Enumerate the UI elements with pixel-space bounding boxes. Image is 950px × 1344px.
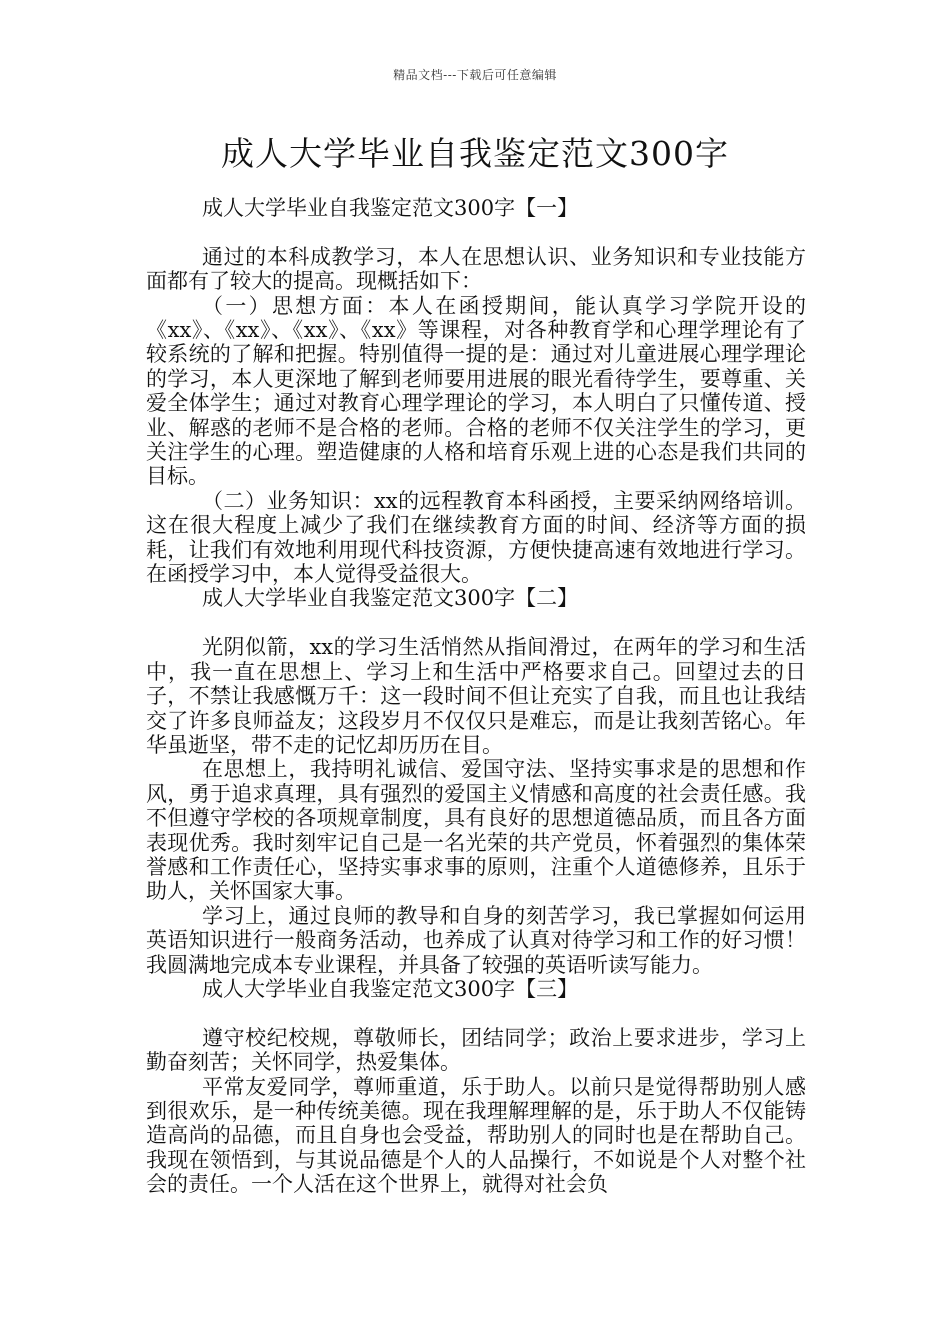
paragraph: 遵守校纪校规，尊敬师长，团结同学；政治上要求进步，学习上勤奋刻苦；关怀同学，热爱集体。 [146, 1025, 806, 1075]
paragraph: （一）思想方面：本人在函授期间，能认真学习学院开设的《xx》、《xx》、《xx》、《xx》等课程，对各种教育学和心理学理论有了较系统的了解和把握。特别值得一提的是：通过对儿童进展心理学理论的学习，本人更深地了解到老师要用进展的眼光看待学生，要尊重、关爱全体学生；通过对教育心理学理论的学习，本人明白了只懂传道、授业、解惑的老师不是合格的老师。合格的老师不仅关注学生的学习，更关注学生的心理。塑造健康的人格和培育乐观上进的心态是我们共同的目标。 [146, 293, 806, 489]
document-title: 成人大学毕业自我鉴定范文300字 [221, 134, 729, 173]
section-heading-3: 成人大学毕业自我鉴定范文300字【三】 [202, 976, 579, 1001]
header-note: 精品文档---下载后可任意编辑 [393, 68, 557, 82]
spacer [146, 611, 806, 635]
paragraph: 在思想上，我持明礼诚信、爱国守法、坚持实事求是的思想和作风，勇于追求真理，具有强烈的爱国主义情感和高度的社会责任感。我不但遵守学校的各项规章制度，具有良好的思想道德品质，而且各方面表现优秀。我时刻牢记自己是一名光荣的共产党员，怀着强烈的集体荣誉感和工作责任心，坚持实事求事的原则，注重个人道德修养，且乐于助人，关怀国家大事。 [146, 757, 806, 904]
spacer [146, 1001, 806, 1025]
paragraph: 通过的本科成教学习，本人在思想认识、业务知识和专业技能方面都有了较大的提高。现概括如下： [146, 244, 806, 294]
paragraph: 平常友爱同学，尊师重道，乐于助人。以前只是觉得帮助别人感到很欢乐，是一种传统美德。现在我理解理解的是，乐于助人不仅能铸造高尚的品德，而且自身也会受益，帮助别人的同时也是在帮助自己。我现在领悟到，与其说品德是个人的人品操行，不如说是个人对整个社会的责任。一个人活在这个世界上，就得对社会负 [146, 1074, 806, 1197]
section-heading-2: 成人大学毕业自我鉴定范文300字【二】 [202, 586, 579, 611]
section-heading-1: 成人大学毕业自我鉴定范文300字【一】 [202, 196, 579, 220]
document-body [146, 196, 806, 1197]
spacer [146, 220, 806, 244]
paragraph: 学习上，通过良师的教导和自身的刻苦学习，我已掌握如何运用英语知识进行一般商务活动，也养成了认真对待学习和工作的好习惯！我圆满地完成本专业课程，并具备了较强的英语听读写能力。 [146, 903, 806, 977]
paragraph: 光阴似箭，xx的学习生活悄然从指间滑过，在两年的学习和生活中，我一直在思想上、学习上和生活中严格要求自己。回望过去的日子，不禁让我感慨万千：这一段时间不但让充实了自我，而且也让我结交了许多良师益友；这段岁月不仅仅只是难忘，而是让我刻苦铭心。年华虽逝坚，带不走的记忆却历历在目。 [146, 635, 806, 757]
paragraph: （二）业务知识：xx的远程教育本科函授，主要采纳网络培训。这在很大程度上减少了我们在继续教育方面的时间、经济等方面的损耗，让我们有效地利用现代科技资源，方便快捷高速有效地进行学习。在函授学习中，本人觉得受益很大。 [146, 488, 806, 587]
